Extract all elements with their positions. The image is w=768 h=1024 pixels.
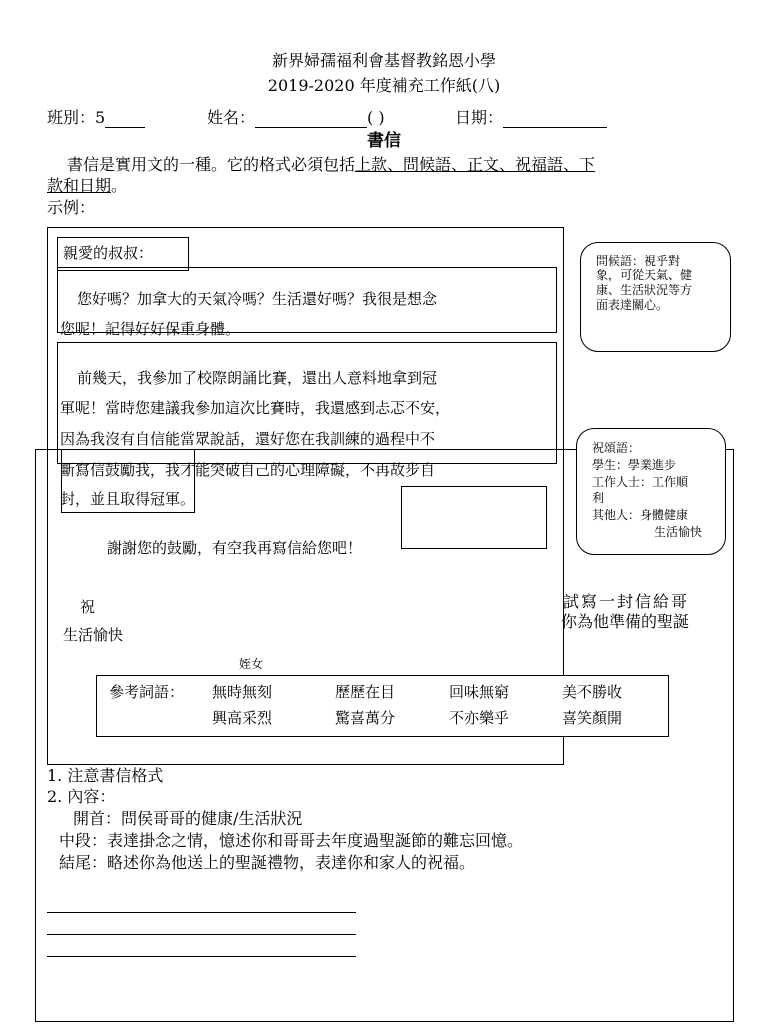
letter-p2-line2: 軍呢！當時您建議我參加這次比賽時，我還感到忐忑不安，	[60, 399, 451, 417]
writing-line[interactable]	[47, 912, 356, 913]
vocab-word: 興高采烈	[212, 709, 273, 727]
blessing-note-l3: 工作人士：工作順	[592, 475, 689, 489]
example-label: 示例：	[47, 198, 96, 217]
instruction-1: 1. 注意書信格式	[47, 766, 164, 785]
vocab-word: 歷歷在目	[335, 683, 396, 701]
letter-p1-line1: 您好嗎？加拿大的天氣冷嗎？生活還好嗎？我很是想念	[77, 290, 438, 308]
writing-line[interactable]	[47, 934, 356, 935]
vocab-word: 美不勝收	[562, 683, 623, 701]
letter-p3: 謝謝您的鼓勵，有空我再寫信給您吧！	[107, 539, 363, 557]
blessing-note-l4: 利	[592, 491, 605, 505]
blessing-note-l6: 生活愉快	[654, 525, 703, 539]
greeting-note-l4: 面表達關心。	[596, 298, 669, 312]
instruction-4: 中段：表達掛念之情，憶述你和哥哥去年度過聖誕節的難忘回憶。	[59, 831, 524, 850]
school-name: 新界婦孺福利會基督教銘恩小學	[271, 51, 496, 70]
vocab-word: 不亦樂乎	[449, 709, 510, 727]
blessing-note-l5: 其他人：身體健康	[592, 508, 689, 522]
greeting-note-l2: 象，可從天氣、健	[596, 268, 693, 282]
worksheet-subtitle: 2019-2020 年度補充工作紙(八)	[267, 76, 501, 95]
name-blank	[255, 109, 367, 128]
letter-p2-line1: 前幾天，我參加了校際朗誦比賽，還出人意料地拿到冠	[77, 369, 438, 387]
letter-p2-line3: 因為我沒有自信能當眾說話，還好您在我訓練的過程中不	[60, 430, 436, 448]
letter-p2-line4: 斷寫信鼓勵我，我才能突破自己的心理障礙，不再故步自	[60, 461, 436, 479]
vocab-word: 無時無刻	[212, 683, 273, 701]
signature-box	[401, 486, 547, 549]
section-title: 書信	[367, 131, 401, 151]
greeting-note-l3: 康、生活狀況等方	[596, 283, 693, 297]
vocab-label: 參考詞語：	[109, 683, 185, 701]
letter-blessing-1: 祝	[80, 598, 96, 616]
class-blank	[105, 109, 145, 128]
class-number-bracket: ( )	[367, 108, 385, 127]
writing-line[interactable]	[47, 956, 356, 957]
instruction-2: 2. 內容：	[47, 787, 116, 806]
instruction-3: 開首：問侯哥哥的健康/生活狀況	[73, 809, 303, 828]
class-field	[47, 108, 145, 128]
intro-line-1	[67, 155, 595, 175]
date-field	[455, 108, 607, 128]
intro-text: 書信是實用文的一種。它的格式必須包括	[67, 155, 356, 174]
name-label: 姓名：	[207, 108, 256, 127]
date-blank	[503, 109, 607, 128]
intro-elements-end: 款和日期	[47, 176, 112, 195]
blessing-note-l2: 學生：學業進步	[592, 458, 677, 472]
letter-signoff: 姪女	[239, 657, 264, 671]
intro-line-2	[47, 176, 127, 196]
vocab-word: 驚喜萬分	[335, 709, 396, 727]
name-field	[207, 108, 385, 128]
intro-elements: 上款、問候語、正文、祝福語、下	[355, 155, 596, 174]
class-label: 班別：5	[47, 108, 106, 127]
greeting-note-l1: 問候語：視乎對	[596, 254, 681, 268]
letter-p1-line2: 您呢！記得好好保重身體。	[60, 320, 241, 338]
task-line-1: 試寫一封信給哥	[563, 592, 690, 611]
letter-p2-line5: 封，並且取得冠軍。	[60, 490, 196, 508]
vocab-word: 回味無窮	[449, 683, 510, 701]
vocab-word: 喜笑顏開	[562, 709, 623, 727]
instruction-5: 結尾：略述你為他送上的聖誕禮物，表達你和家人的祝福。	[59, 853, 476, 872]
date-label: 日期：	[455, 108, 504, 127]
task-line-2: 你為他準備的聖誕	[561, 612, 690, 631]
letter-blessing-2: 生活愉快	[63, 626, 124, 644]
letter-salutation: 親愛的叔叔：	[63, 244, 154, 262]
blessing-note-l1: 祝頌語：	[592, 441, 641, 455]
intro-period: 。	[111, 176, 128, 195]
